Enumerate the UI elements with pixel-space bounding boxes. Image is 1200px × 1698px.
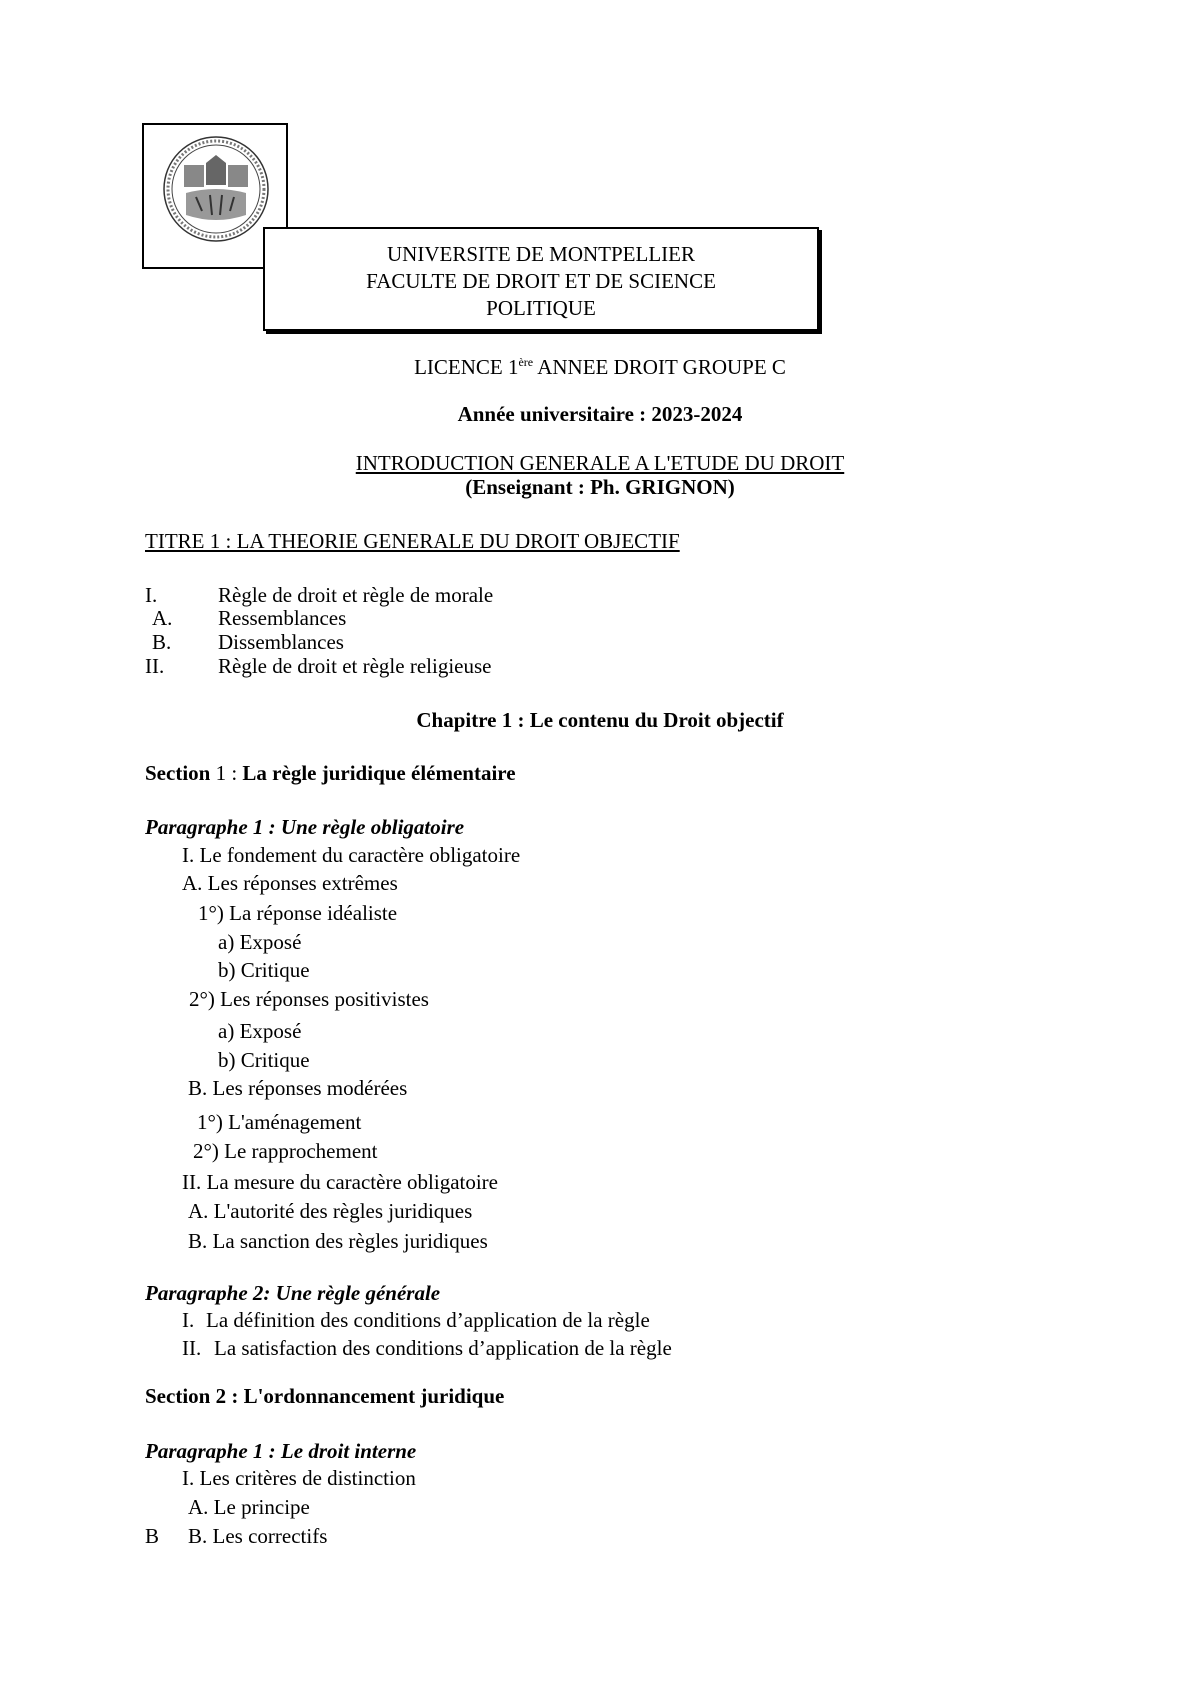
outline-text: Règle de droit et règle religieuse <box>218 654 492 678</box>
outline-item: a) Exposé <box>218 1019 302 1043</box>
outline-item: II. La mesure du caractère obligatoire <box>182 1170 498 1194</box>
licence-superscript: ère <box>518 355 534 369</box>
paragraph3-heading: Paragraphe 1 : Le droit interne <box>145 1439 417 1463</box>
outline-text: La définition des conditions d’application de la règle <box>206 1308 650 1332</box>
outline-item: B. Les correctifs <box>188 1524 328 1548</box>
course-title: INTRODUCTION GENERALE A L'ETUDE DU DROIT <box>355 451 845 475</box>
outline-text: La satisfaction des conditions d’application de la règle <box>214 1336 672 1360</box>
chapter-heading: Chapitre 1 : Le contenu du Droit objectif <box>416 708 784 732</box>
teacher-line: (Enseignant : Ph. GRIGNON) <box>465 475 735 499</box>
outline-item: 2°) Le rapprochement <box>193 1139 378 1163</box>
section2-heading: Section 2 : L'ordonnancement juridique <box>145 1384 505 1408</box>
paragraph2-heading: Paragraphe 2: Une règle générale <box>145 1281 441 1305</box>
outline-text: Ressemblances <box>218 606 347 630</box>
outline-item: 2°) Les réponses positivistes <box>189 987 429 1011</box>
outline-num: II. <box>182 1336 202 1360</box>
outline-item: A. Le principe <box>188 1495 310 1519</box>
outline-item: b) Critique <box>218 958 310 982</box>
academic-year: Année universitaire : 2023-2024 <box>457 402 743 426</box>
outline-num: B. <box>152 630 172 654</box>
outline-num: A. <box>152 606 173 630</box>
university-seal-icon <box>162 135 270 243</box>
outline-item: I. Le fondement du caractère obligatoire <box>182 843 521 867</box>
faculty-name-line1: FACULTE DE DROIT ET DE SCIENCE <box>366 269 716 293</box>
outline-item: A. Les réponses extrêmes <box>182 871 398 895</box>
outline-item: 1°) L'aménagement <box>197 1110 362 1134</box>
faculty-name-line2: POLITIQUE <box>486 296 596 320</box>
institution-title-box <box>263 227 819 331</box>
university-name: UNIVERSITE DE MONTPELLIER <box>387 242 695 266</box>
outline-text: Dissemblances <box>218 630 344 654</box>
titre-heading: TITRE 1 : LA THEORIE GENERALE DU DROIT OBJECTIF <box>145 529 680 553</box>
outline-marker: B <box>145 1524 160 1548</box>
outline-item: I. Les critères de distinction <box>182 1466 416 1490</box>
outline-item: 1°) La réponse idéaliste <box>198 901 398 925</box>
paragraph1-heading: Paragraphe 1 : Une règle obligatoire <box>145 815 465 839</box>
licence-line: LICENCE 1ère ANNEE DROIT GROUPE C <box>414 355 786 379</box>
outline-text: Règle de droit et règle de morale <box>218 583 494 607</box>
outline-num: I. <box>145 583 158 607</box>
outline-num: I. <box>182 1308 195 1332</box>
outline-item: a) Exposé <box>218 930 302 954</box>
outline-item: b) Critique <box>218 1048 310 1072</box>
outline-num: II. <box>145 654 165 678</box>
outline-item: A. L'autorité des règles juridiques <box>188 1199 473 1223</box>
section1-heading: Section 1 : La règle juridique élémentaire <box>145 761 516 785</box>
outline-item: B. La sanction des règles juridiques <box>188 1229 488 1253</box>
outline-item: B. Les réponses modérées <box>188 1076 408 1100</box>
